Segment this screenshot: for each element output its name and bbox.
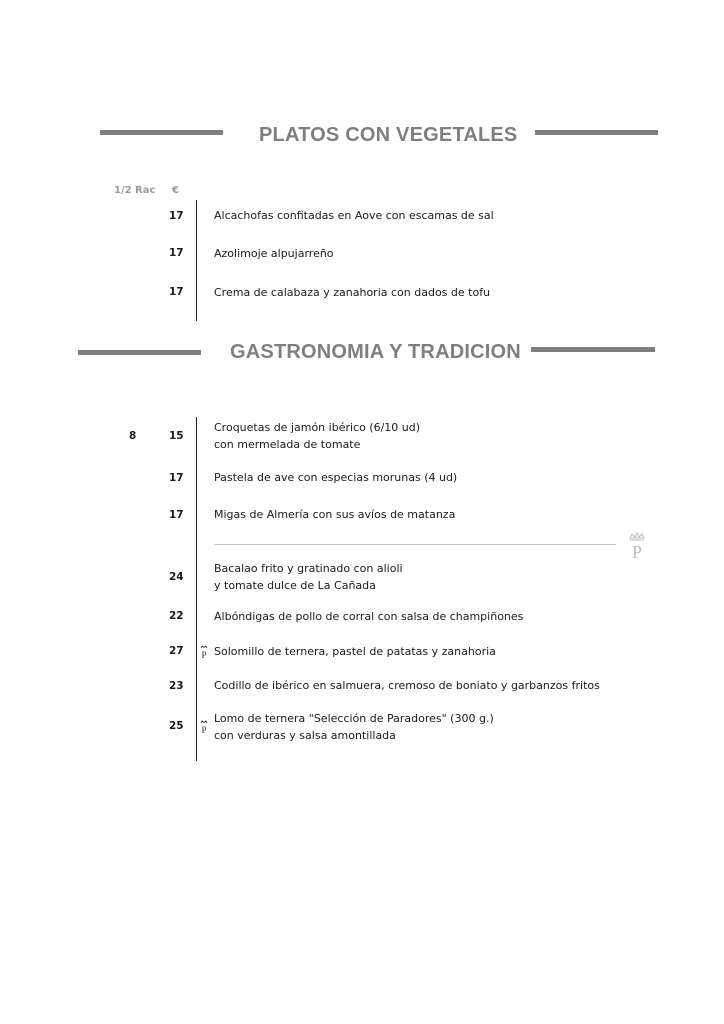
dish-price: 25: [169, 720, 184, 732]
dish-name: Alcachofas confitadas en Aove con escamas de sal: [214, 209, 494, 222]
menu-column-divider: [196, 200, 197, 321]
dish-name: Pastela de ave con especias morunas (4 ud): [214, 471, 458, 484]
section-divider-right: [535, 130, 658, 135]
dish-name: Albóndigas de pollo de corral con salsa de champiñones: [214, 610, 524, 623]
dish-price: 17: [169, 210, 184, 222]
dish-name: Croquetas de jamón ibérico (6/10 ud) con mermelada de tomate: [214, 421, 421, 451]
dish-price: 17: [169, 509, 184, 521]
dish-name: Crema de calabaza y zanahoria con dados de tofu: [214, 286, 491, 299]
dish-price: 15: [169, 430, 184, 442]
menu-column-divider: [196, 417, 197, 761]
section-divider-left: [100, 130, 223, 135]
paradores-mark-icon: [199, 720, 209, 734]
dish-name: Azolimoje alpujarreño: [214, 247, 334, 260]
paradores-mark-icon: [199, 645, 209, 659]
dish-half-price: 8: [129, 430, 137, 442]
section-title-vegetales: PLATOS CON VEGETALES: [259, 124, 518, 146]
dish-price: 17: [169, 247, 184, 259]
dish-price: 22: [169, 610, 184, 622]
dish-name: Solomillo de ternera, pastel de patatas y zanahoria: [214, 645, 496, 658]
section-divider-right: [531, 347, 655, 352]
dish-name: Bacalao frito y gratinado con alioli y tomate dulce de La Cañada: [214, 562, 403, 592]
dish-price: 23: [169, 680, 184, 692]
dish-price: 17: [169, 472, 184, 484]
svg-text:P: P: [201, 650, 207, 659]
dish-name: Codillo de ibérico en salmuera, cremoso de boniato y garbanzos fritos: [214, 679, 600, 692]
dish-name: Lomo de ternera "Selección de Paradores" (300 g.) con verduras y salsa amontillada: [214, 712, 494, 742]
column-header-price: €: [172, 185, 179, 196]
dish-price: 27: [169, 645, 184, 657]
paradores-logo-icon: [626, 530, 648, 562]
separator-line: [214, 544, 616, 545]
dish-price: 17: [169, 286, 184, 298]
column-header-half-ration: 1/2 Rac: [114, 185, 156, 196]
dish-name: Migas de Almería con sus avíos de matanza: [214, 508, 456, 521]
svg-text:P: P: [201, 725, 207, 734]
section-title-tradicion: GASTRONOMIA Y TRADICION: [230, 341, 521, 363]
section-divider-left: [78, 350, 201, 355]
svg-text:P: P: [631, 542, 643, 562]
dish-price: 24: [169, 571, 184, 583]
